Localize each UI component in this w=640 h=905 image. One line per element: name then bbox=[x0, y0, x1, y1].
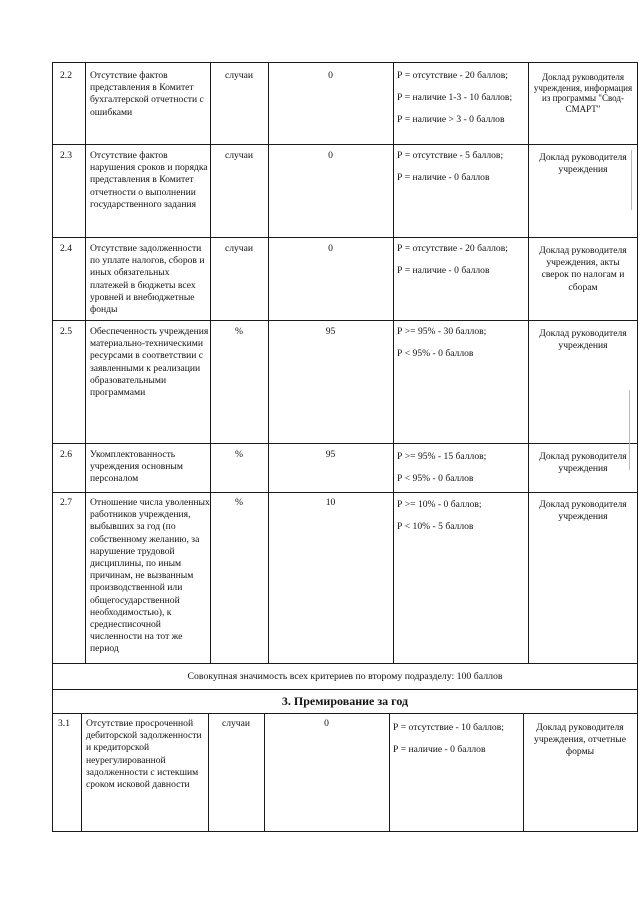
indicator-text: Отсутствие фактов представления в Комитет бухгалтерской отчетности с ошибками bbox=[90, 70, 204, 118]
rule bbox=[268, 62, 269, 663]
indicator-text: Отношение числа уволенных работников учреждения, выбывших за год (по собственному желанию, за нарушение трудовой дисциплины, по иным причинам, не вызванным производственной или общегосударственной необходимостью), к среднесписочной численности на тот же период bbox=[90, 497, 210, 655]
indicator-text: Обеспеченность учреждения материально-техническими ресурсами в соответствии с заявленными к реализации образовательными программами bbox=[90, 326, 209, 399]
criterion-line: Р >= 10% - 0 баллов; bbox=[397, 499, 482, 510]
criterion-line: Р < 95% - 0 баллов bbox=[397, 348, 474, 360]
unit: случаи bbox=[224, 70, 254, 81]
rule bbox=[52, 62, 53, 832]
source-text: Доклад руководителя учреждения bbox=[539, 328, 627, 352]
criterion-line: Р = наличие - 0 баллов bbox=[393, 744, 486, 756]
source-text: Доклад руководителя учреждения, отчетные формы bbox=[534, 722, 626, 758]
rule bbox=[52, 713, 638, 714]
unit: % bbox=[235, 497, 243, 508]
unit: случаи bbox=[224, 150, 254, 161]
rule bbox=[52, 831, 638, 832]
criteria bbox=[397, 150, 529, 194]
rule bbox=[523, 713, 524, 832]
rule bbox=[85, 62, 86, 663]
rule bbox=[52, 492, 638, 493]
row-number: 2.3 bbox=[60, 150, 72, 161]
rule bbox=[52, 443, 638, 444]
rule bbox=[52, 320, 638, 321]
criterion-line: Р = наличие - 0 баллов bbox=[397, 172, 490, 184]
target-value: 0 bbox=[324, 718, 329, 729]
unit: случаи bbox=[224, 243, 254, 254]
rule bbox=[52, 62, 638, 63]
criterion-line: Р = отсутствие - 10 баллов; bbox=[393, 722, 504, 733]
criterion-line: Р = отсутствие - 5 баллов; bbox=[397, 150, 504, 161]
unit: % bbox=[235, 449, 243, 460]
criteria bbox=[393, 722, 523, 766]
criterion-line: Р = наличие 1-3 - 10 баллов; bbox=[397, 92, 513, 104]
row-number: 2.4 bbox=[60, 243, 72, 254]
criteria bbox=[397, 499, 529, 543]
target-value: 95 bbox=[325, 326, 336, 337]
criterion-line: Р >= 95% - 15 баллов; bbox=[397, 451, 487, 462]
subsection-summary: Совокупная значимость всех критериев по второму подразделу: 100 баллов bbox=[187, 671, 503, 682]
section-title: 3. Премирование за год bbox=[281, 694, 409, 708]
criterion-line: Р >= 95% - 30 баллов; bbox=[397, 326, 487, 337]
rule bbox=[52, 144, 638, 145]
indicator-text: Укомплектованность учреждения основным персоналом bbox=[90, 449, 183, 485]
row-number: 2.2 bbox=[60, 70, 72, 81]
indicator-text: Отсутствие задолженности по уплате налогов, сборов и иных обязательных платежей в бюджеты всех уровней и внебюджетные фонды bbox=[90, 243, 205, 316]
rule bbox=[393, 62, 394, 663]
criterion-line: Р = отсутствие - 20 баллов; bbox=[397, 70, 508, 81]
rule bbox=[637, 62, 638, 832]
source-text: Доклад руководителя учреждения bbox=[539, 451, 627, 475]
rule bbox=[52, 237, 638, 238]
target-value: 95 bbox=[325, 449, 336, 460]
criterion-line: Р = наличие > 3 - 0 баллов bbox=[397, 114, 505, 126]
criteria bbox=[397, 70, 529, 137]
rule bbox=[210, 62, 211, 663]
source-text: Доклад руководителя учреждения bbox=[539, 499, 627, 523]
rule bbox=[52, 689, 638, 690]
criterion-line: Р < 95% - 0 баллов bbox=[397, 473, 474, 485]
criterion-line: Р = наличие - 0 баллов bbox=[397, 265, 490, 277]
rule bbox=[81, 713, 82, 832]
rule bbox=[389, 713, 390, 832]
criteria bbox=[397, 451, 529, 495]
target-value: 0 bbox=[328, 243, 333, 254]
criterion-line: Р = отсутствие - 20 баллов; bbox=[397, 243, 508, 254]
row-number: 2.5 bbox=[60, 326, 72, 337]
criteria bbox=[397, 243, 529, 287]
unit: % bbox=[235, 326, 243, 337]
criteria bbox=[397, 326, 529, 370]
rule bbox=[264, 713, 265, 832]
rule bbox=[52, 663, 638, 664]
source-text: Доклад руководителя учреждения bbox=[539, 152, 627, 176]
criterion-line: Р < 10% - 5 баллов bbox=[397, 521, 474, 533]
target-value: 0 bbox=[328, 150, 333, 161]
row-number: 2.7 bbox=[60, 497, 72, 508]
rule bbox=[208, 713, 209, 832]
row-number: 3.1 bbox=[58, 718, 70, 729]
indicator-text: Отсутствие фактов нарушения сроков и порядка представления в Комитет отчетности о выполнении государственного задания bbox=[90, 150, 208, 210]
source-text: Доклад руководителя учреждения, информация из программы "Свод-СМАРТ" bbox=[533, 72, 633, 114]
indicator-text: Отсутствие просроченной дебиторской задолженности и кредиторской неурегулированной задолженности с истекшим сроком исковой давности bbox=[86, 718, 202, 791]
target-value: 0 bbox=[328, 70, 333, 81]
unit: случаи bbox=[221, 718, 251, 729]
row-number: 2.6 bbox=[60, 449, 72, 460]
target-value: 10 bbox=[325, 497, 336, 508]
source-text: Доклад руководителя учреждения, акты сверок по налогам и сборам bbox=[539, 245, 627, 293]
